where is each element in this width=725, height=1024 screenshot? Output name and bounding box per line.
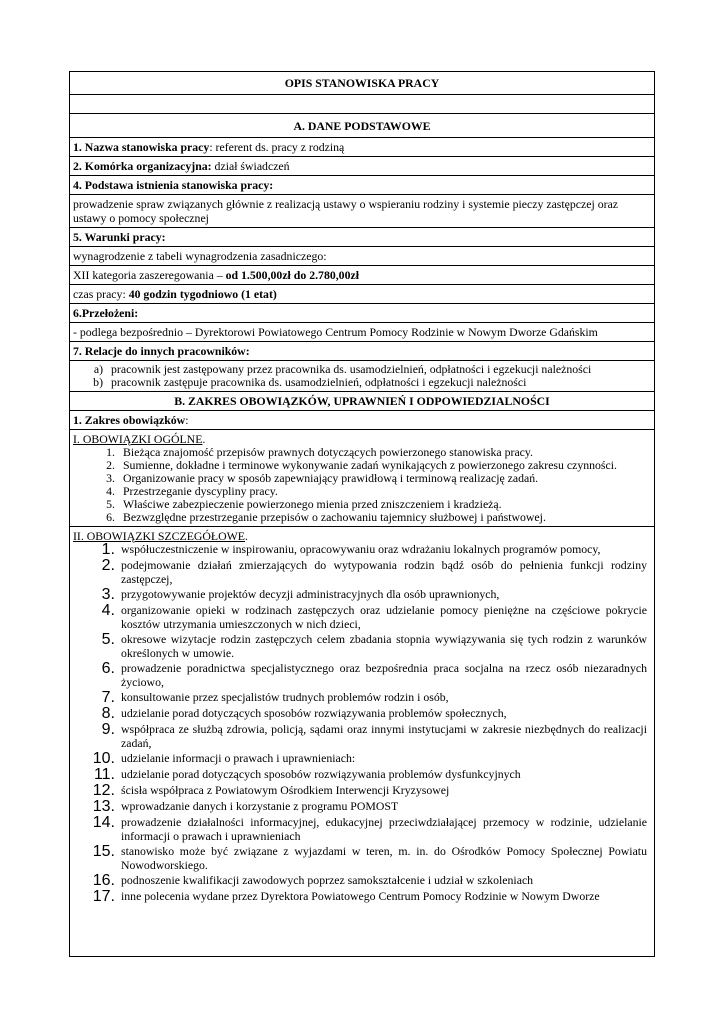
list-text: Sumienne, dokładne i terminowe wykonywanie zadań wynikających z powierzonego zakresu czynności. xyxy=(123,458,617,472)
salary-text: wynagrodzenie z tabeli wynagrodzenia zasadniczego: xyxy=(70,247,654,266)
relations-list xyxy=(73,363,651,389)
list-text: współuczestniczenie w inspirowaniu, opracowywaniu oraz wdrażaniu lokalnych programów pomocy, xyxy=(121,542,601,556)
job-description-document xyxy=(69,71,655,957)
list-item xyxy=(73,543,651,557)
list-number: 3. xyxy=(101,586,115,603)
detailed-duties-list xyxy=(73,543,651,904)
list-text: inne polecenia wydane przez Dyrektora Powiatowego Centrum Pomocy Rodzinie w Nowym Dworze xyxy=(121,889,600,903)
section-b-heading: B. ZAKRES OBOWIĄZKÓW, UPRAWNIEŃ I ODPOWIEDZIALNOŚCI xyxy=(70,392,654,411)
duties-row xyxy=(70,411,654,430)
document-title: OPIS STANOWISKA PRACY xyxy=(70,72,654,95)
list-number: 16. xyxy=(92,872,115,889)
list-text: organizowanie opieki w rodzinach zastępczych oraz udzielanie pomocy pieniężne na częściowe pokrycie kosztów utrzymania umieszczonych w nich dzieci, xyxy=(121,603,647,631)
list-item xyxy=(73,662,651,689)
detailed-duties-dot: . xyxy=(245,529,248,543)
work-time-prefix: czas pracy: xyxy=(73,287,129,301)
list-number: 5. xyxy=(101,631,115,648)
list-marker: a) xyxy=(93,362,103,376)
general-duties-dot: . xyxy=(202,432,206,446)
list-item xyxy=(73,874,651,888)
duties-colon: : xyxy=(185,413,189,427)
superiors-text: - podlega bezpośrednio – Dyrektorowi Powiatowego Centrum Pomocy Rodzinie w Nowym Dworze Gdańskim xyxy=(70,323,654,342)
basis-label: 4. Podstawa istnienia stanowiska pracy: xyxy=(70,176,654,195)
org-unit-row xyxy=(70,157,654,176)
list-text: Przestrzeganie dyscypliny pracy. xyxy=(123,484,278,498)
list-item xyxy=(73,890,651,904)
list-text: prowadzenie działalności informacyjnej, edukacyjnej przeciwdziałającej przemocy w rodzinie, udzielanie informacji o prawach i uprawnieniach xyxy=(121,815,647,843)
work-time-value: 40 godzin tygodniowo (1 etat) xyxy=(128,287,277,301)
list-number: 5. xyxy=(106,497,115,511)
detailed-duties-heading: II. OBOWIĄZKI SZCZEGÓŁOWE xyxy=(73,529,245,543)
list-number: 14. xyxy=(92,814,115,831)
list-number: 1. xyxy=(106,445,115,459)
list-text: udzielanie porad dotyczących sposobów rozwiązywania problemów dysfunkcyjnych xyxy=(121,767,521,781)
blank-row xyxy=(70,95,654,114)
list-item xyxy=(73,800,651,814)
list-text: podnoszenie kwalifikacji zawodowych poprzez samokształcenie i udział w szkoleniach xyxy=(121,873,534,887)
basis-text: prowadzenie spraw związanych głównie z realizacją ustawy o wspieraniu rodziny i systemie pieczy zastępczej oraz ustawy o pomocy społecznej xyxy=(70,195,654,228)
org-unit-value: dział świadczeń xyxy=(211,159,290,173)
duties-label: 1. Zakres obowiązków xyxy=(73,413,186,427)
list-item xyxy=(73,604,651,631)
list-item xyxy=(73,559,651,586)
list-text: pracownik zastępuje pracownika ds. usamodzielnień, odpłatności i egzekucji należności xyxy=(111,375,527,389)
list-text: Właściwe zabezpieczenie powierzonego mienia przed zniszczeniem i kradzieżą. xyxy=(123,497,502,511)
general-duties-list xyxy=(73,446,651,524)
list-text: Bieżąca znajomość przepisów prawnych dotyczących powierzonego stanowiska pracy. xyxy=(123,445,533,459)
list-number: 12. xyxy=(92,782,115,799)
list-marker: b) xyxy=(93,375,103,389)
list-number: 8. xyxy=(101,705,115,722)
list-item xyxy=(73,752,651,766)
list-number: 15. xyxy=(92,843,115,860)
list-item xyxy=(73,707,651,721)
list-text: Bezwzględne przestrzeganie przepisów o zachowaniu tajemnicy służbowej i państwowej. xyxy=(123,510,546,524)
list-text: przygotowywanie projektów decyzji administracyjnych dla osób uprawnionych, xyxy=(121,587,500,601)
detailed-duties-block xyxy=(70,527,654,908)
category-prefix: XII kategoria zaszeregowania – xyxy=(73,268,226,282)
list-item xyxy=(73,511,651,524)
list-text: współpraca ze służbą zdrowia, policją, sądami oraz innymi instytucjami w zakresie niezbędnych do realizacji zadań, xyxy=(121,722,647,750)
list-number: 3. xyxy=(106,471,115,485)
list-item xyxy=(73,784,651,798)
work-time-row xyxy=(70,285,654,304)
list-text: prowadzenie poradnictwa specjalistycznego oraz bezpośrednia praca socjalna na rzecz osób niezaradnych życiowo, xyxy=(121,661,647,689)
list-text: okresowe wizytacje rodzin zastępczych celem zbadania stopnia wywiązywania się tych rodzin z warunków określonych w umowie. xyxy=(121,632,647,660)
list-item xyxy=(73,768,651,782)
list-number: 10. xyxy=(92,750,115,767)
section-a-heading: A. DANE PODSTAWOWE xyxy=(70,114,654,138)
list-number: 7. xyxy=(101,689,115,706)
category-value: od 1.500,00zł do 2.780,00zł xyxy=(225,268,359,282)
org-unit-label: 2. Komórka organizacyjna: xyxy=(73,159,212,173)
list-item xyxy=(73,816,651,843)
list-text: wprowadzanie danych i korzystanie z programu POMOST xyxy=(121,799,399,813)
category-row xyxy=(70,266,654,285)
list-text: udzielanie informacji o prawach i uprawnieniach: xyxy=(121,751,356,765)
list-number: 4. xyxy=(101,602,115,619)
list-item xyxy=(73,376,651,389)
list-number: 9. xyxy=(101,721,115,738)
list-number: 6. xyxy=(101,660,115,677)
list-text: stanowisko może być związane z wyjazdami w teren, m. in. do Ośrodków Pomocy Społecznej Powiatu Nowodworskiego. xyxy=(121,844,647,872)
general-duties-heading: I. OBOWIĄZKI OGÓLNE xyxy=(73,432,203,446)
list-number: 4. xyxy=(106,484,115,498)
list-item xyxy=(73,845,651,872)
relations-list-row xyxy=(70,361,654,392)
conditions-label: 5. Warunki pracy: xyxy=(70,228,654,247)
list-number: 11. xyxy=(93,766,115,783)
superiors-label: 6.Przełożeni: xyxy=(70,304,654,323)
list-item xyxy=(73,588,651,602)
position-name-value: : referent ds. pracy z rodziną xyxy=(209,140,345,154)
list-number: 1. xyxy=(101,541,115,558)
list-number: 2. xyxy=(106,458,115,472)
list-text: pracownik jest zastępowany przez pracownika ds. usamodzielnień, odpłatności i egzekucji należności xyxy=(111,362,592,376)
list-text: konsultowanie przez specjalistów trudnych problemów rodzin i osób, xyxy=(121,690,449,704)
list-number: 6. xyxy=(106,510,115,524)
list-text: Organizowanie pracy w sposób zapewniający prawidłową i terminową realizację zadań. xyxy=(123,471,539,485)
list-item xyxy=(73,723,651,750)
relations-label: 7. Relacje do innych pracowników: xyxy=(70,342,654,361)
list-text: podejmowanie działań zmierzających do wytypowania rodzin bądź osób do pełnienia funkcji rodziny zastępczej, xyxy=(121,558,647,586)
list-item xyxy=(73,691,651,705)
list-item xyxy=(73,633,651,660)
list-number: 13. xyxy=(92,798,115,815)
position-name-label: 1. Nazwa stanowiska pracy xyxy=(73,140,210,154)
list-number: 17. xyxy=(92,888,115,905)
list-text: ścisła współpraca z Powiatowym Ośrodkiem Interwencji Kryzysowej xyxy=(121,783,450,797)
general-duties-block xyxy=(70,430,654,527)
position-name-row xyxy=(70,138,654,157)
list-number: 2. xyxy=(101,557,115,574)
list-text: udzielanie porad dotyczących sposobów rozwiązywania problemów społecznych, xyxy=(121,706,507,720)
